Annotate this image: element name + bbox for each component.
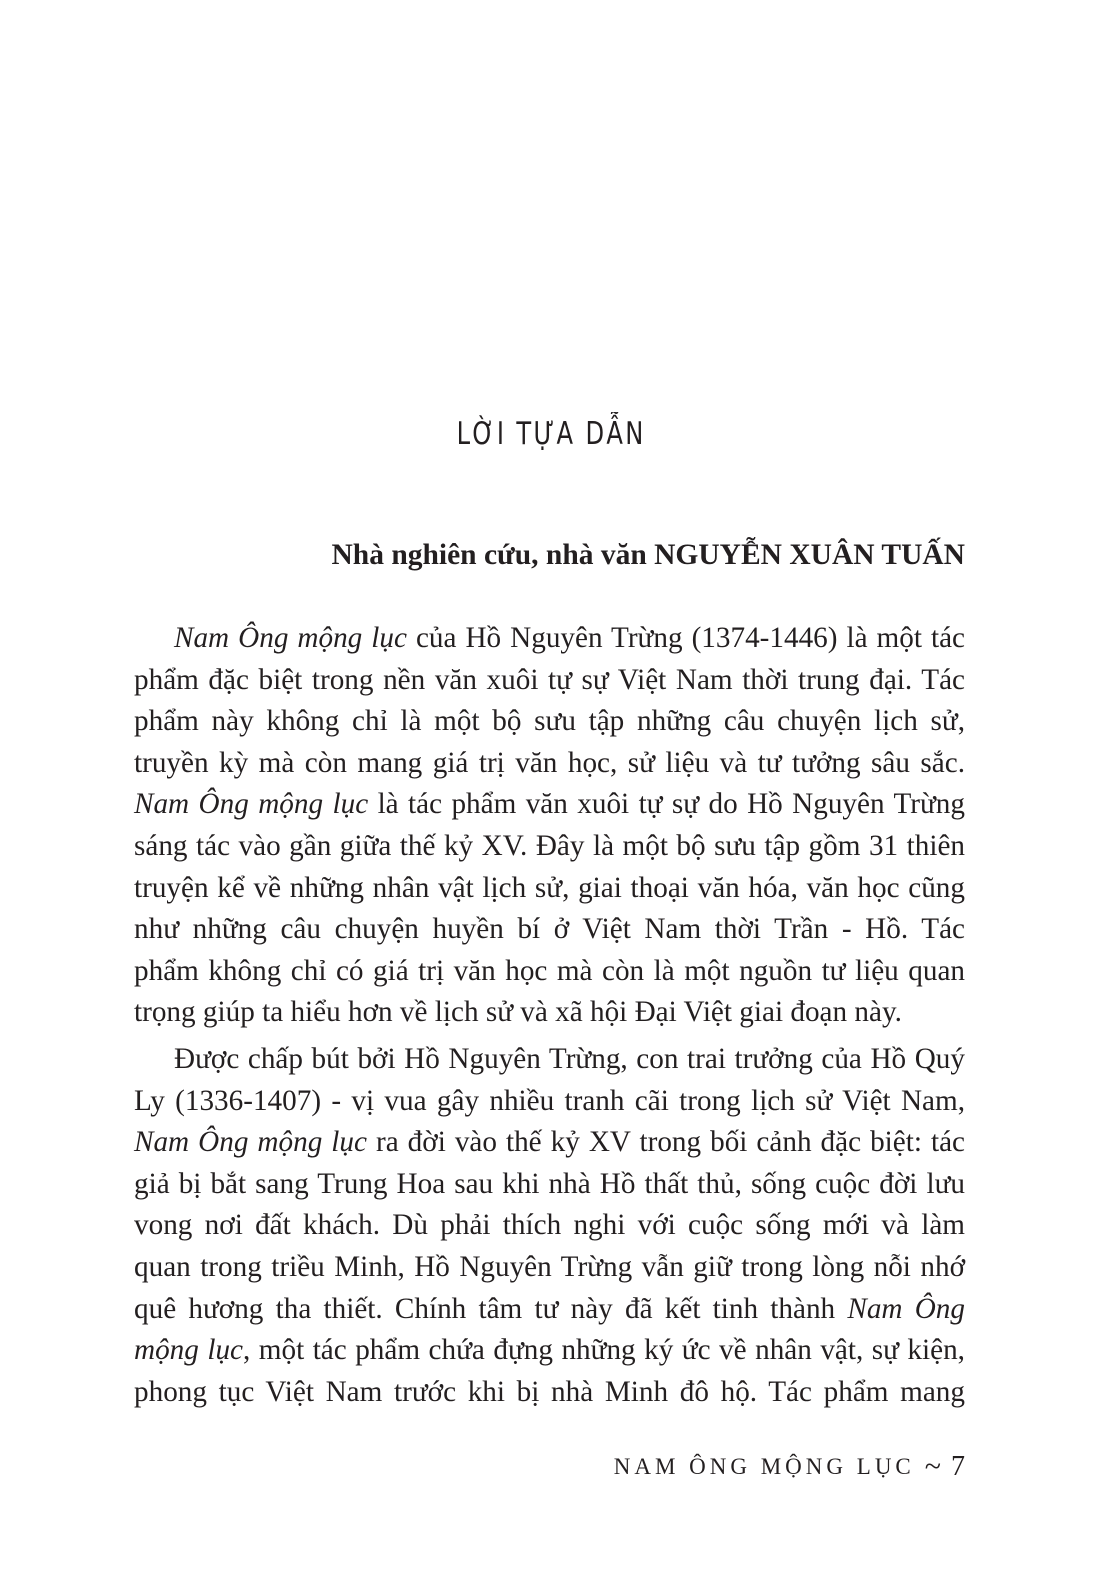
- italic-title-segment: mộng lục: [134, 1334, 244, 1367]
- text-line: [134, 660, 965, 702]
- text-segment: Ly (1336-1407) - vị vua gây nhiều tranh cãi trong lịch sử Việt Nam,: [134, 1084, 965, 1117]
- text-segment: Được chấp bút bởi Hồ Nguyên Trừng, con trai trưởng của Hồ Quý: [174, 1042, 965, 1075]
- text-segment: truyền kỳ mà còn mang giá trị văn học, sử liệu và tư tưởng sâu sắc.: [134, 746, 965, 779]
- text-line: [134, 992, 965, 1034]
- text-line: [134, 909, 965, 951]
- text-segment: quan trong triều Minh, Hồ Nguyên Trừng vẫn giữ trong lòng nỗi nhớ: [134, 1250, 965, 1283]
- text-segment: phong tục Việt Nam trước khi bị nhà Minh đô hộ. Tác phẩm mang: [134, 1375, 965, 1408]
- text-line: [134, 618, 965, 660]
- text-line: [134, 1205, 965, 1247]
- text-segment: quê hương tha thiết. Chính tâm tư này đã kết tinh thành: [134, 1292, 848, 1325]
- text-line: [134, 1081, 965, 1123]
- italic-title-segment: Nam Ông mộng lục: [134, 788, 369, 821]
- text-line: [134, 1247, 965, 1289]
- text-line: [134, 1039, 965, 1081]
- running-title: NAM ÔNG MỘNG LỤC: [613, 1454, 915, 1479]
- italic-title-segment: Nam Ông: [847, 1292, 965, 1325]
- text-segment: là tác phẩm văn xuôi tự sự do Hồ Nguyên Trừng: [368, 788, 965, 821]
- text-segment: , một tác phẩm chứa đựng những ký ức về nhân vật, sự kiện,: [243, 1334, 965, 1367]
- text-segment: truyện kể về những nhân vật lịch sử, giai thoại văn hóa, văn học cũng: [134, 871, 965, 904]
- text-line: [134, 1330, 965, 1372]
- text-segment: trọng giúp ta hiểu hơn về lịch sử và xã hội Đại Việt giai đoạn này.: [134, 996, 902, 1029]
- text-segment: giả bị bắt sang Trung Hoa sau khi nhà Hồ thất thủ, sống cuộc đời lưu: [134, 1167, 965, 1200]
- text-line: [134, 1164, 965, 1206]
- text-segment: phẩm không chỉ có giá trị văn học mà còn là một nguồn tư liệu quan: [134, 954, 965, 987]
- page-number: 7: [951, 1451, 965, 1482]
- text-line: [134, 1289, 965, 1331]
- text-line: [134, 1122, 965, 1164]
- text-segment: như những câu chuyện huyền bí ở Việt Nam thời Trần - Hồ. Tác: [134, 913, 965, 946]
- text-segment: của Hồ Nguyên Trừng (1374-1446) là một tác: [406, 622, 965, 654]
- text-line: [134, 868, 965, 910]
- text-line: [134, 784, 965, 826]
- body-text: [134, 618, 965, 1413]
- author-byline: Nhà nghiên cứu, nhà văn NGUYỄN XUÂN TUẤN: [331, 539, 965, 571]
- text-line: [134, 1372, 965, 1414]
- italic-title-segment: Nam Ông mộng lục: [134, 1126, 367, 1159]
- text-segment: phẩm đặc biệt trong nền văn xuôi tự sự Việt Nam thời trung đại. Tác: [134, 663, 965, 696]
- text-line: [134, 951, 965, 993]
- page-footer: [614, 1447, 965, 1487]
- text-line: [134, 826, 965, 868]
- text-segment: sáng tác vào gần giữa thế kỷ XV. Đây là một bộ sưu tập gồm 31 thiên: [134, 829, 965, 862]
- tilde-ornament-icon: ~: [924, 1450, 941, 1483]
- text-segment: phẩm này không chỉ là một bộ sưu tập những câu chuyện lịch sử,: [134, 705, 965, 738]
- chapter-title: LỜI TỰA DẪN: [456, 416, 646, 452]
- text-line: [134, 743, 965, 785]
- paragraph: [134, 618, 965, 1034]
- text-segment: ra đời vào thế kỷ XV trong bối cảnh đặc biệt: tác: [366, 1126, 965, 1159]
- text-segment: vong nơi đất khách. Dù phải thích nghi với cuộc sống mới và làm: [134, 1209, 965, 1242]
- paragraph: [134, 1039, 965, 1413]
- text-line: [134, 701, 965, 743]
- italic-title-segment: Nam Ông mộng lục: [174, 622, 407, 654]
